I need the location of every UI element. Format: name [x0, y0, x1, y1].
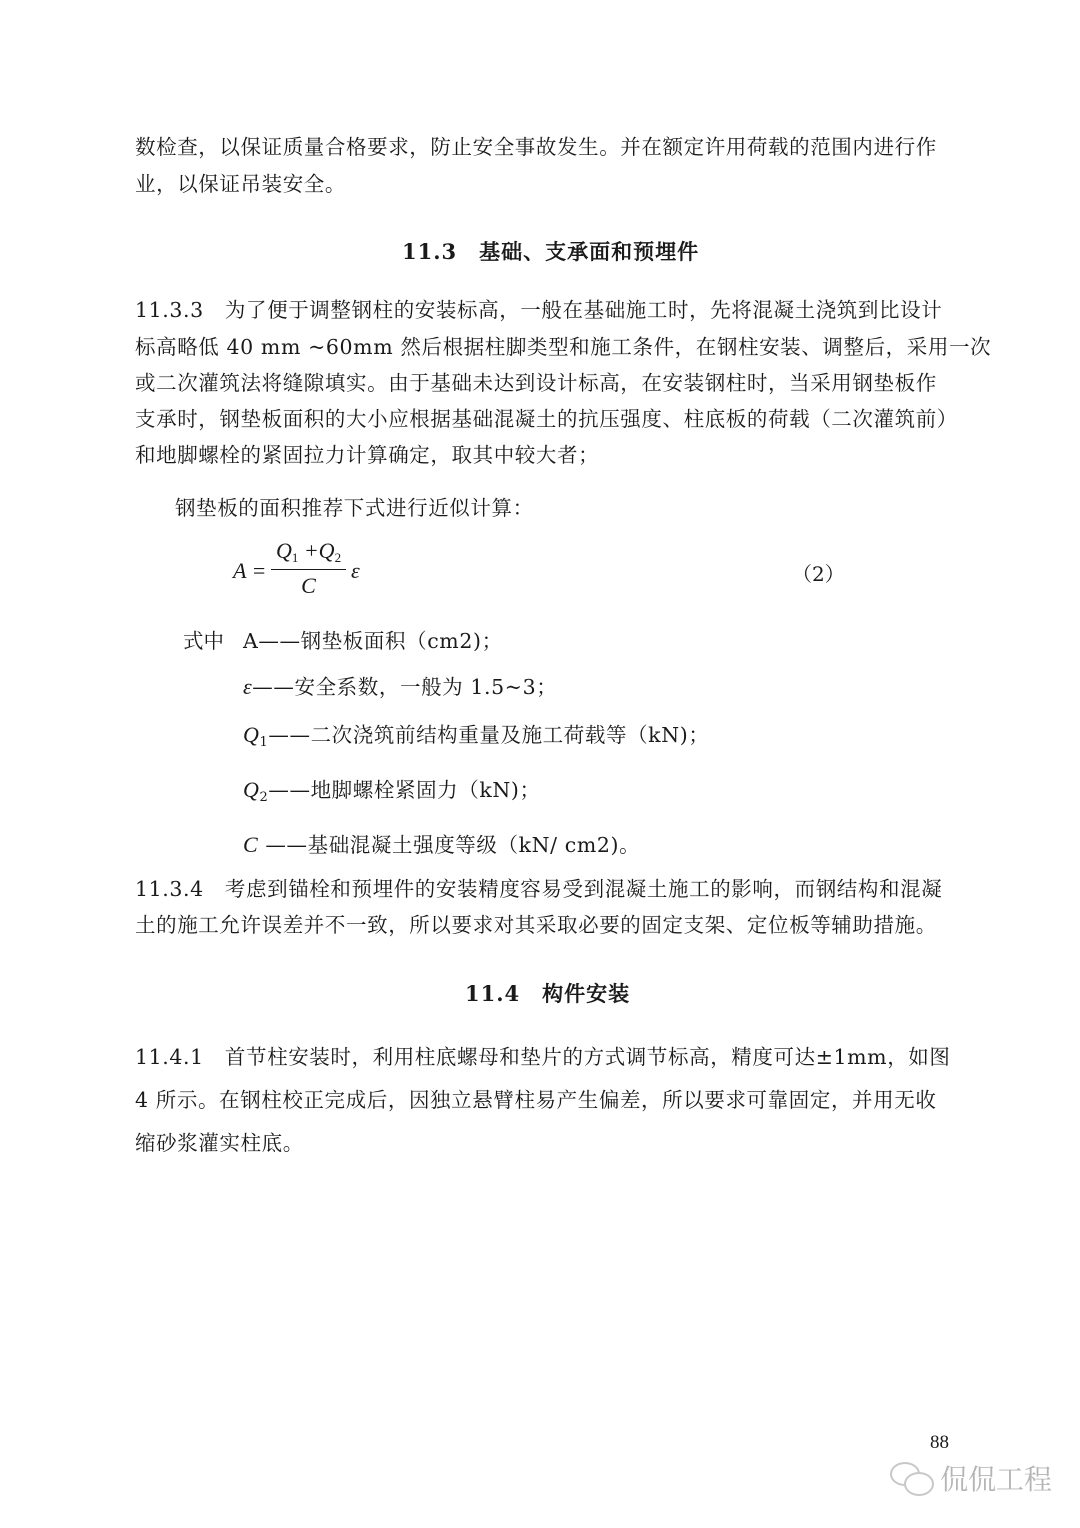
clause-11-3-4-line-2: 土的施工允许误差并不一致，所以要求对其采取必要的固定支架、定位板等辅助措施。: [135, 913, 937, 937]
definition-text: ——二次浇筑前结构重量及施工荷载等（kN)；: [268, 723, 710, 747]
symbol-q: Q: [243, 722, 260, 747]
symbol-epsilon: ε: [243, 674, 253, 699]
symbol-a: A: [243, 629, 259, 653]
symbol-sub: 2: [259, 790, 269, 805]
formula-fraction: [271, 538, 346, 599]
definition-epsilon: [243, 670, 557, 700]
clause-11-4-1-line-3: 缩砂浆灌实柱底。: [135, 1131, 304, 1155]
section-heading-11-3: 11.3 基础、支承面和预埋件: [402, 239, 700, 264]
intro-line-1: 数检查，以保证质量合格要求，防止安全事故发生。并在额定许用荷载的范围内进行作: [135, 135, 937, 159]
symbol-c: C: [243, 832, 259, 857]
clause-11-4-1-line-2: 4 所示。在钢柱校正完成后，因独立悬臂柱易产生偏差，所以要求可靠固定，并用无收: [135, 1088, 937, 1112]
definition-text: ——安全系数，一般为 1.5~3；: [252, 675, 558, 699]
watermark: [888, 1458, 1052, 1498]
definition-c: [243, 828, 640, 858]
clause-11-3-3-line-2: 标高略低 40 mm ~60mm 然后根据柱脚类型和施工条件，在钢柱安装、调整后，采用一次: [135, 335, 992, 359]
clause-11-3-3-line-3: 或二次灌筑法将缝隙填实。由于基础未达到设计标高，在安装钢柱时，当采用钢垫板作: [135, 371, 937, 395]
definition-text: ——钢垫板面积（cm2)；: [258, 629, 503, 653]
clause-11-4-1-line-1: 11.4.1 首节柱安装时，利用柱底螺母和垫片的方式调节标高，精度可达±1mm，如图: [135, 1045, 951, 1069]
numerator-q1: Q: [275, 538, 292, 563]
definition-q2: [243, 773, 541, 805]
definition-text: ——地脚螺栓紧固力（kN)；: [268, 778, 541, 802]
symbol-sub: 1: [259, 735, 269, 750]
definitions-label: 式中: [183, 629, 224, 653]
formula-denominator: C: [301, 573, 316, 598]
formula-epsilon: ε: [351, 558, 360, 583]
formula-numerator: [271, 538, 346, 570]
watermark-text: 侃侃工程: [940, 1463, 1053, 1496]
equation-number: （2）: [792, 562, 845, 586]
formula-lhs: A =: [233, 558, 267, 583]
definition-q1: [243, 718, 709, 750]
clause-11-3-3-line-4: 支承时，钢垫板面积的大小应根据基础混凝土的抗压强度、柱底板的荷载（二次灌筑前）: [135, 407, 958, 431]
formula-intro: 钢垫板的面积推荐下式进行近似计算：: [175, 496, 534, 520]
symbol-q: Q: [243, 777, 260, 802]
section-heading-11-4: 11.4 构件安装: [465, 981, 631, 1006]
numerator-plus-q2: +Q: [298, 538, 335, 563]
definition-a: [243, 624, 503, 654]
numerator-sub2: 2: [334, 550, 342, 565]
page-number: 88: [930, 1432, 949, 1453]
clause-11-3-4-line-1: 11.3.4 考虑到锚栓和预埋件的安装精度容易受到混凝土施工的影响，而钢结构和混凝: [135, 877, 943, 901]
definition-text: ——基础混凝土强度等级（kN/ cm2)。: [258, 833, 641, 857]
numerator-sub1: 1: [291, 550, 299, 565]
intro-line-2: 业，以保证吊装安全。: [135, 172, 346, 196]
clause-11-3-3-line-1: 11.3.3 为了便于调整钢柱的安装标高，一般在基础施工时，先将混凝土浇筑到比设计: [135, 298, 943, 322]
wechat-icon: [888, 1460, 934, 1496]
clause-11-3-3-line-5: 和地脚螺栓的紧固拉力计算确定，取其中较大者；: [135, 443, 600, 467]
